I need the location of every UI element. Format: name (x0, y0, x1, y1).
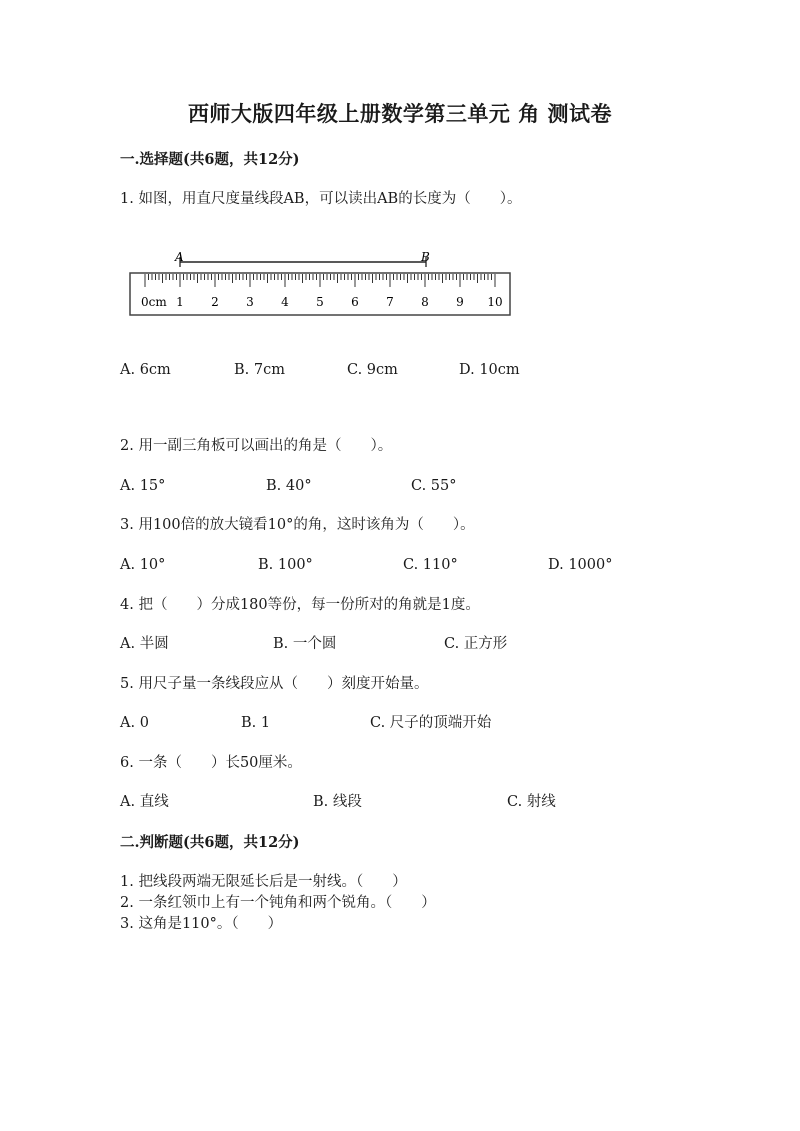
ruler-number: 2 (211, 295, 219, 309)
question-4-stem: 4. 把（ ）分成180等份，每一份所对的角就是1度。 (120, 597, 480, 613)
point-b-label: B (421, 250, 430, 264)
ruler-number: 0cm (141, 295, 167, 309)
section-heading-choice: 一.选择题(共6题，共12分) (120, 151, 300, 168)
q1-option-d[interactable]: D. 10cm (459, 362, 520, 378)
judgement-item-3: 3. 这角是110°。（ ） (120, 916, 283, 932)
q2-option-a[interactable]: A. 15° (120, 478, 166, 494)
q2-option-b[interactable]: B. 40° (266, 478, 312, 494)
q6-option-a[interactable]: A. 直线 (120, 794, 169, 810)
q5-option-b[interactable]: B. 1 (241, 715, 271, 731)
ruler-number: 7 (386, 295, 394, 309)
question-5-stem: 5. 用尺子量一条线段应从（ ）刻度开始量。 (120, 676, 429, 692)
q2-option-c[interactable]: C. 55° (411, 478, 457, 494)
judgement-item-2: 2. 一条红领巾上有一个钝角和两个锐角。（ ） (120, 895, 436, 911)
ruler-number: 1 (176, 295, 184, 309)
page-title: 西师大版四年级上册数学第三单元 角 测试卷 (187, 101, 613, 126)
q1-option-c[interactable]: C. 9cm (347, 362, 398, 378)
q5-option-c[interactable]: C. 尺子的顶端开始 (370, 715, 492, 731)
question-2-stem: 2. 用一副三角板可以画出的角是（ ）。 (120, 438, 393, 454)
ruler-number: 8 (421, 295, 429, 309)
q1-option-b[interactable]: B. 7cm (234, 362, 285, 378)
q4-option-a[interactable]: A. 半圆 (120, 636, 169, 652)
q3-option-c[interactable]: C. 110° (403, 557, 458, 573)
question-3-stem: 3. 用100倍的放大镜看10°的角，这时该角为（ ）。 (120, 517, 475, 533)
ruler-number: 10 (487, 295, 503, 309)
section-heading-judgement: 二.判断题(共6题，共12分) (120, 834, 300, 851)
judgement-item-1: 1. 把线段两端无限延长后是一射线。（ ） (120, 874, 407, 890)
q4-option-c[interactable]: C. 正方形 (444, 636, 508, 652)
q6-option-c[interactable]: C. 射线 (507, 794, 556, 810)
q5-option-a[interactable]: A. 0 (120, 715, 149, 731)
ruler-number: 4 (281, 295, 289, 309)
q4-option-b[interactable]: B. 一个圆 (273, 636, 337, 652)
point-a-label: A (175, 250, 184, 264)
ruler-number: 6 (351, 295, 359, 309)
ruler-number: 3 (246, 295, 254, 309)
q3-option-a[interactable]: A. 10° (120, 557, 166, 573)
question-1-stem: 1. 如图，用直尺度量线段AB，可以读出AB的长度为（ ）。 (120, 191, 522, 207)
ruler-number: 9 (456, 295, 464, 309)
q3-option-d[interactable]: D. 1000° (548, 557, 613, 573)
q3-option-b[interactable]: B. 100° (258, 557, 313, 573)
ruler-number: 5 (316, 295, 324, 309)
question-6-stem: 6. 一条（ ）长50厘米。 (120, 755, 302, 771)
q1-option-a[interactable]: A. 6cm (120, 362, 171, 378)
q6-option-b[interactable]: B. 线段 (313, 794, 362, 810)
ruler-figure (120, 243, 515, 323)
